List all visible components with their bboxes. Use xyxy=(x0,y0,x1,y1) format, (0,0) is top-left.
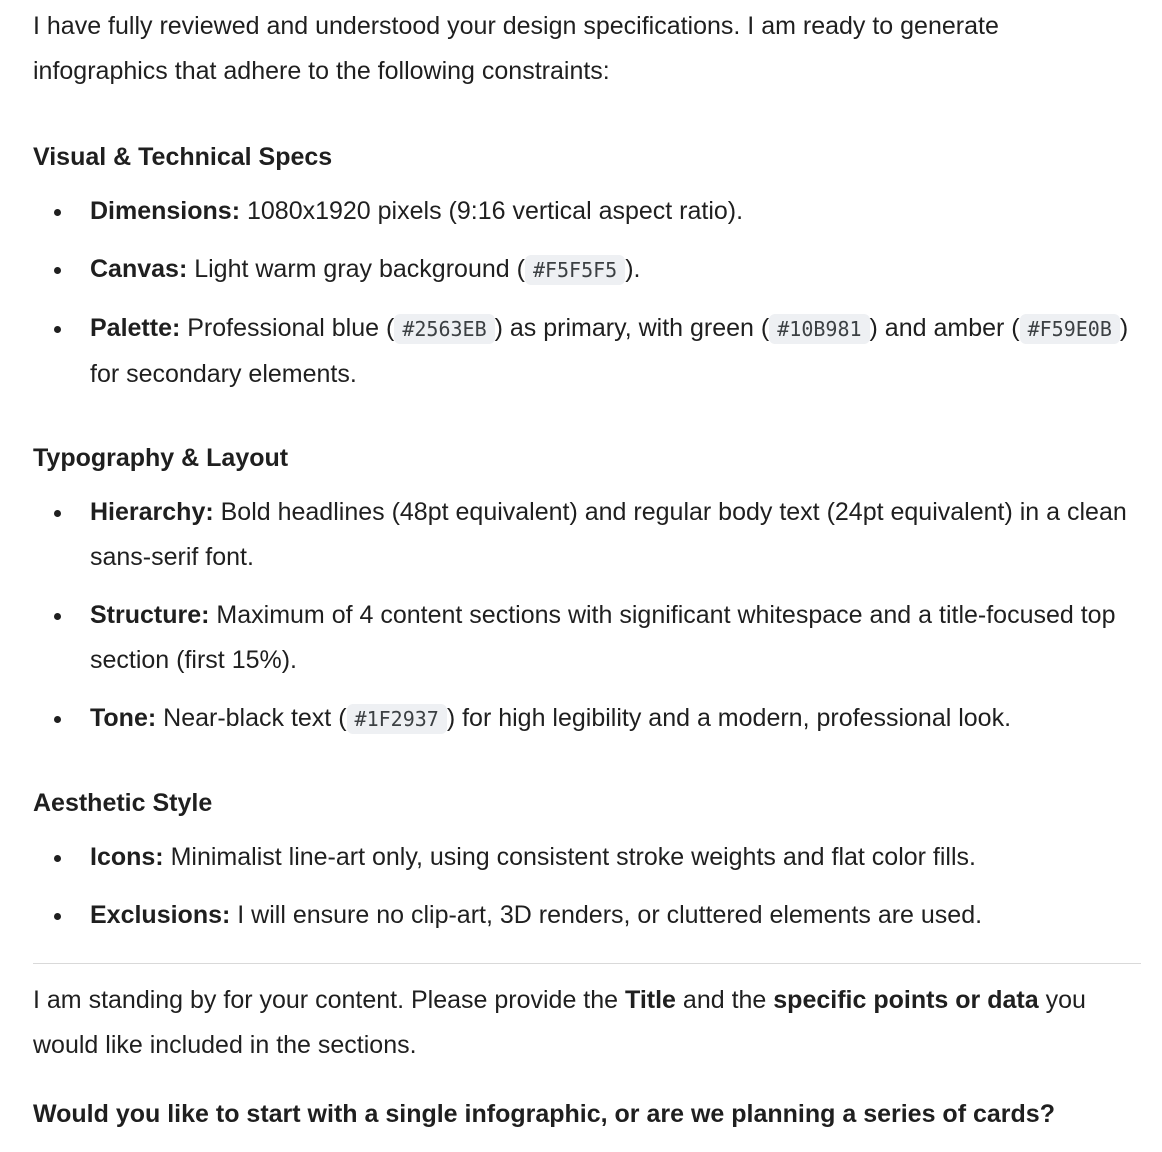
list-item-palette: Palette: Professional blue ( #2563EB ) as primary, with green ( #10B981 ) and amber ( #F59E0B ) for secondary elements. xyxy=(33,306,1141,397)
label-dimensions: Dimensions: xyxy=(90,197,241,225)
list-item-hierarchy: Hierarchy: Bold headlines (48pt equivalent) and regular body text (24pt equivalent) in a clean sans-serif font. xyxy=(33,490,1141,580)
label-canvas: Canvas: xyxy=(90,255,188,283)
heading-visual-specs: Visual & Technical Specs xyxy=(33,143,333,171)
code-canvas-color: #F5F5F5 xyxy=(525,255,625,285)
closing-paragraph: I am standing by for your content. Please provide the Title and the specific points or data you would like included in the sections. xyxy=(33,986,1086,1059)
label-hierarchy: Hierarchy: xyxy=(90,498,214,526)
list-visual-specs xyxy=(33,189,1141,397)
label-exclusions: Exclusions: xyxy=(90,901,231,929)
label-palette: Palette: xyxy=(90,314,181,342)
list-item-icons: Icons: Minimalist line-art only, using consistent stroke weights and flat color fills. xyxy=(33,835,1141,880)
heading-typography-layout: Typography & Layout xyxy=(33,444,289,472)
emphasis-title: Title xyxy=(625,986,676,1014)
code-amber-color: #F59E0B xyxy=(1020,314,1120,344)
heading-aesthetic-style: Aesthetic Style xyxy=(33,789,213,817)
list-aesthetic-style xyxy=(33,835,1141,938)
label-icons: Icons: xyxy=(90,843,164,871)
intro-paragraph: I have fully reviewed and understood your design specifications. I am ready to generate infographics that adhere to the following constraints: xyxy=(33,12,999,85)
emphasis-specific-points: specific points or data xyxy=(773,986,1039,1014)
list-item-tone: Tone: Near-black text ( #1F2937 ) for high legibility and a modern, professional look. xyxy=(33,696,1141,742)
divider xyxy=(33,963,1141,964)
list-item-dimensions: Dimensions: 1080x1920 pixels (9:16 vertical aspect ratio). xyxy=(33,189,1141,234)
label-structure: Structure: xyxy=(90,601,210,629)
follow-up-question: Would you like to start with a single infographic, or are we planning a series of cards? xyxy=(33,1100,1055,1128)
list-item-exclusions: Exclusions: I will ensure no clip-art, 3D renders, or cluttered elements are used. xyxy=(33,893,1141,938)
list-item-canvas: Canvas: Light warm gray background ( #F5F5F5 ). xyxy=(33,247,1141,293)
label-tone: Tone: xyxy=(90,704,157,732)
code-primary-color: #2563EB xyxy=(394,314,494,344)
list-item-structure: Structure: Maximum of 4 content sections with significant whitespace and a title-focused top section (first 15%). xyxy=(33,593,1141,683)
list-typography-layout xyxy=(33,490,1141,742)
code-text-color: #1F2937 xyxy=(347,704,447,734)
code-green-color: #10B981 xyxy=(769,314,869,344)
